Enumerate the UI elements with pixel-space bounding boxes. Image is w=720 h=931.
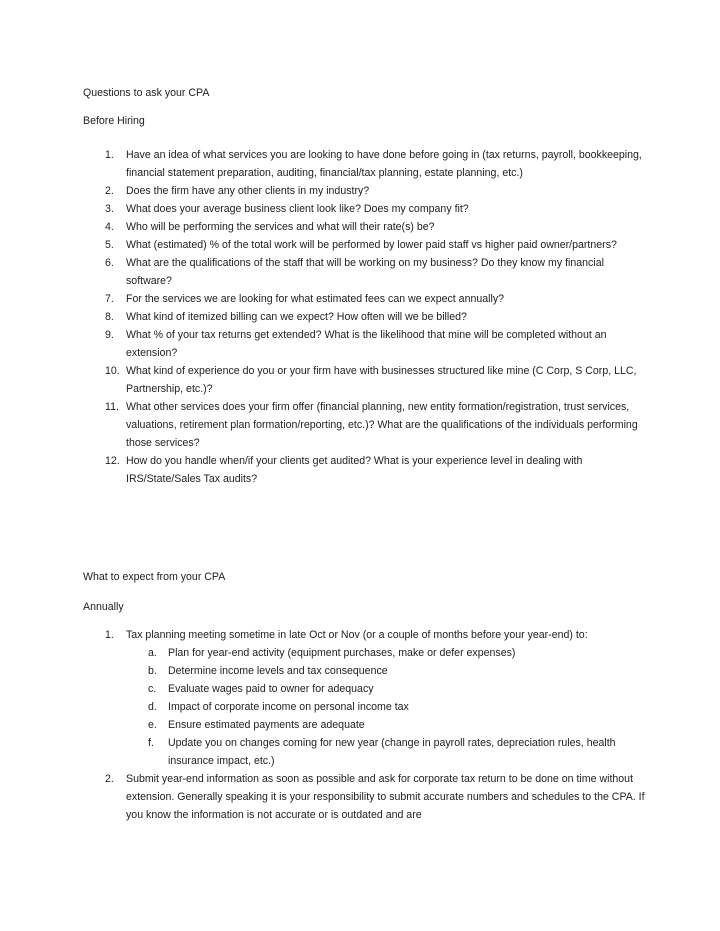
list-item-number: 1. — [105, 629, 114, 641]
list-item-text: Have an idea of what services you are looking to have done before going in (tax returns, payroll, bookkeeping, financial statement preparation, auditing, financial/tax planning, estate planning, etc.) — [126, 149, 642, 179]
sub-list-letter: e. — [148, 719, 157, 731]
sub-list — [126, 644, 646, 770]
sub-list-item — [126, 680, 646, 698]
list-item-text: Who will be performing the services and what will their rate(s) be? — [126, 221, 435, 233]
list-item-number: 10. — [105, 365, 120, 377]
list-item-number: 5. — [105, 239, 114, 251]
list-item — [0, 290, 646, 308]
list-item — [0, 218, 646, 236]
list-item — [0, 626, 646, 770]
list-item-number: 1. — [105, 149, 114, 161]
sub-list-item — [126, 644, 646, 662]
sub-list-item — [126, 716, 646, 734]
sub-list-item — [126, 698, 646, 716]
list-item-text: What (estimated) % of the total work will be performed by lower paid staff vs higher paid owner/partners? — [126, 239, 617, 251]
list-item-number: 4. — [105, 221, 114, 233]
sub-list-letter: b. — [148, 665, 157, 677]
sub-list-letter: c. — [148, 683, 157, 695]
sub-list-text: Plan for year-end activity (equipment purchases, make or defer expenses) — [168, 647, 516, 659]
list-item-text: How do you handle when/if your clients get audited? What is your experience level in dealing with IRS/State/Sales Tax audits? — [126, 455, 583, 485]
list-item — [0, 254, 646, 290]
list-item-text: Does the firm have any other clients in my industry? — [126, 185, 370, 197]
list-item — [0, 236, 646, 254]
list-item-number: 2. — [105, 185, 114, 197]
section1-title: Questions to ask your CPA — [83, 87, 210, 99]
annually-list — [0, 626, 646, 824]
list-item — [0, 452, 646, 488]
list-item-text: Tax planning meeting sometime in late Oct or Nov (or a couple of months before your year-end) to: — [126, 629, 588, 641]
list-item-text: What kind of experience do you or your firm have with businesses structured like mine (C Corp, S Corp, LLC, Partnership, etc.)? — [126, 365, 637, 395]
section2-title: What to expect from your CPA — [83, 571, 226, 583]
sub-list-text: Update you on changes coming for new year (change in payroll rates, depreciation rules, health insurance impact, etc.) — [168, 737, 616, 767]
sub-list-item — [126, 734, 646, 770]
list-item-text: What other services does your firm offer (financial planning, new entity formation/registration, trust services, valuations, retirement plan formation/reporting, etc.)? What are the qualifications of the individuals performing those services? — [126, 401, 638, 449]
section2-subtitle: Annually — [83, 601, 124, 613]
list-item-number: 11. — [105, 401, 119, 413]
sub-list-text: Determine income levels and tax consequence — [168, 665, 388, 677]
list-item-number: 9. — [105, 329, 114, 341]
list-item — [0, 182, 646, 200]
sub-list-item — [126, 662, 646, 680]
sub-list-letter: f. — [148, 737, 154, 749]
list-item — [0, 362, 646, 398]
sub-list-letter: a. — [148, 647, 157, 659]
before-hiring-list — [0, 146, 646, 488]
list-item-number: 6. — [105, 257, 114, 269]
list-item-text: Submit year-end information as soon as possible and ask for corporate tax return to be done on time without extension. Generally speaking it is your responsibility to submit accurate numbers and schedules to the CPA. If you know the information is not accurate or is outdated and are — [126, 773, 645, 821]
list-item-number: 7. — [105, 293, 114, 305]
list-item-number: 2. — [105, 773, 114, 785]
list-item — [0, 146, 646, 182]
sub-list-text: Evaluate wages paid to owner for adequacy — [168, 683, 374, 695]
list-item — [0, 770, 646, 824]
list-item-text: What are the qualifications of the staff that will be working on my business? Do they know my financial software? — [126, 257, 604, 287]
list-item — [0, 326, 646, 362]
list-item — [0, 308, 646, 326]
list-item-text: What % of your tax returns get extended? What is the likelihood that mine will be completed without an extension? — [126, 329, 607, 359]
list-item-number: 12. — [105, 455, 120, 467]
sub-list-text: Impact of corporate income on personal income tax — [168, 701, 409, 713]
section1-subtitle: Before Hiring — [83, 115, 145, 127]
list-item-number: 8. — [105, 311, 114, 323]
sub-list-text: Ensure estimated payments are adequate — [168, 719, 365, 731]
list-item-text: For the services we are looking for what estimated fees can we expect annually? — [126, 293, 505, 305]
list-item-text: What does your average business client look like? Does my company fit? — [126, 203, 469, 215]
list-item-text: What kind of itemized billing can we expect? How often will we be billed? — [126, 311, 467, 323]
list-item — [0, 398, 646, 452]
list-item-number: 3. — [105, 203, 114, 215]
sub-list-letter: d. — [148, 701, 157, 713]
list-item — [0, 200, 646, 218]
